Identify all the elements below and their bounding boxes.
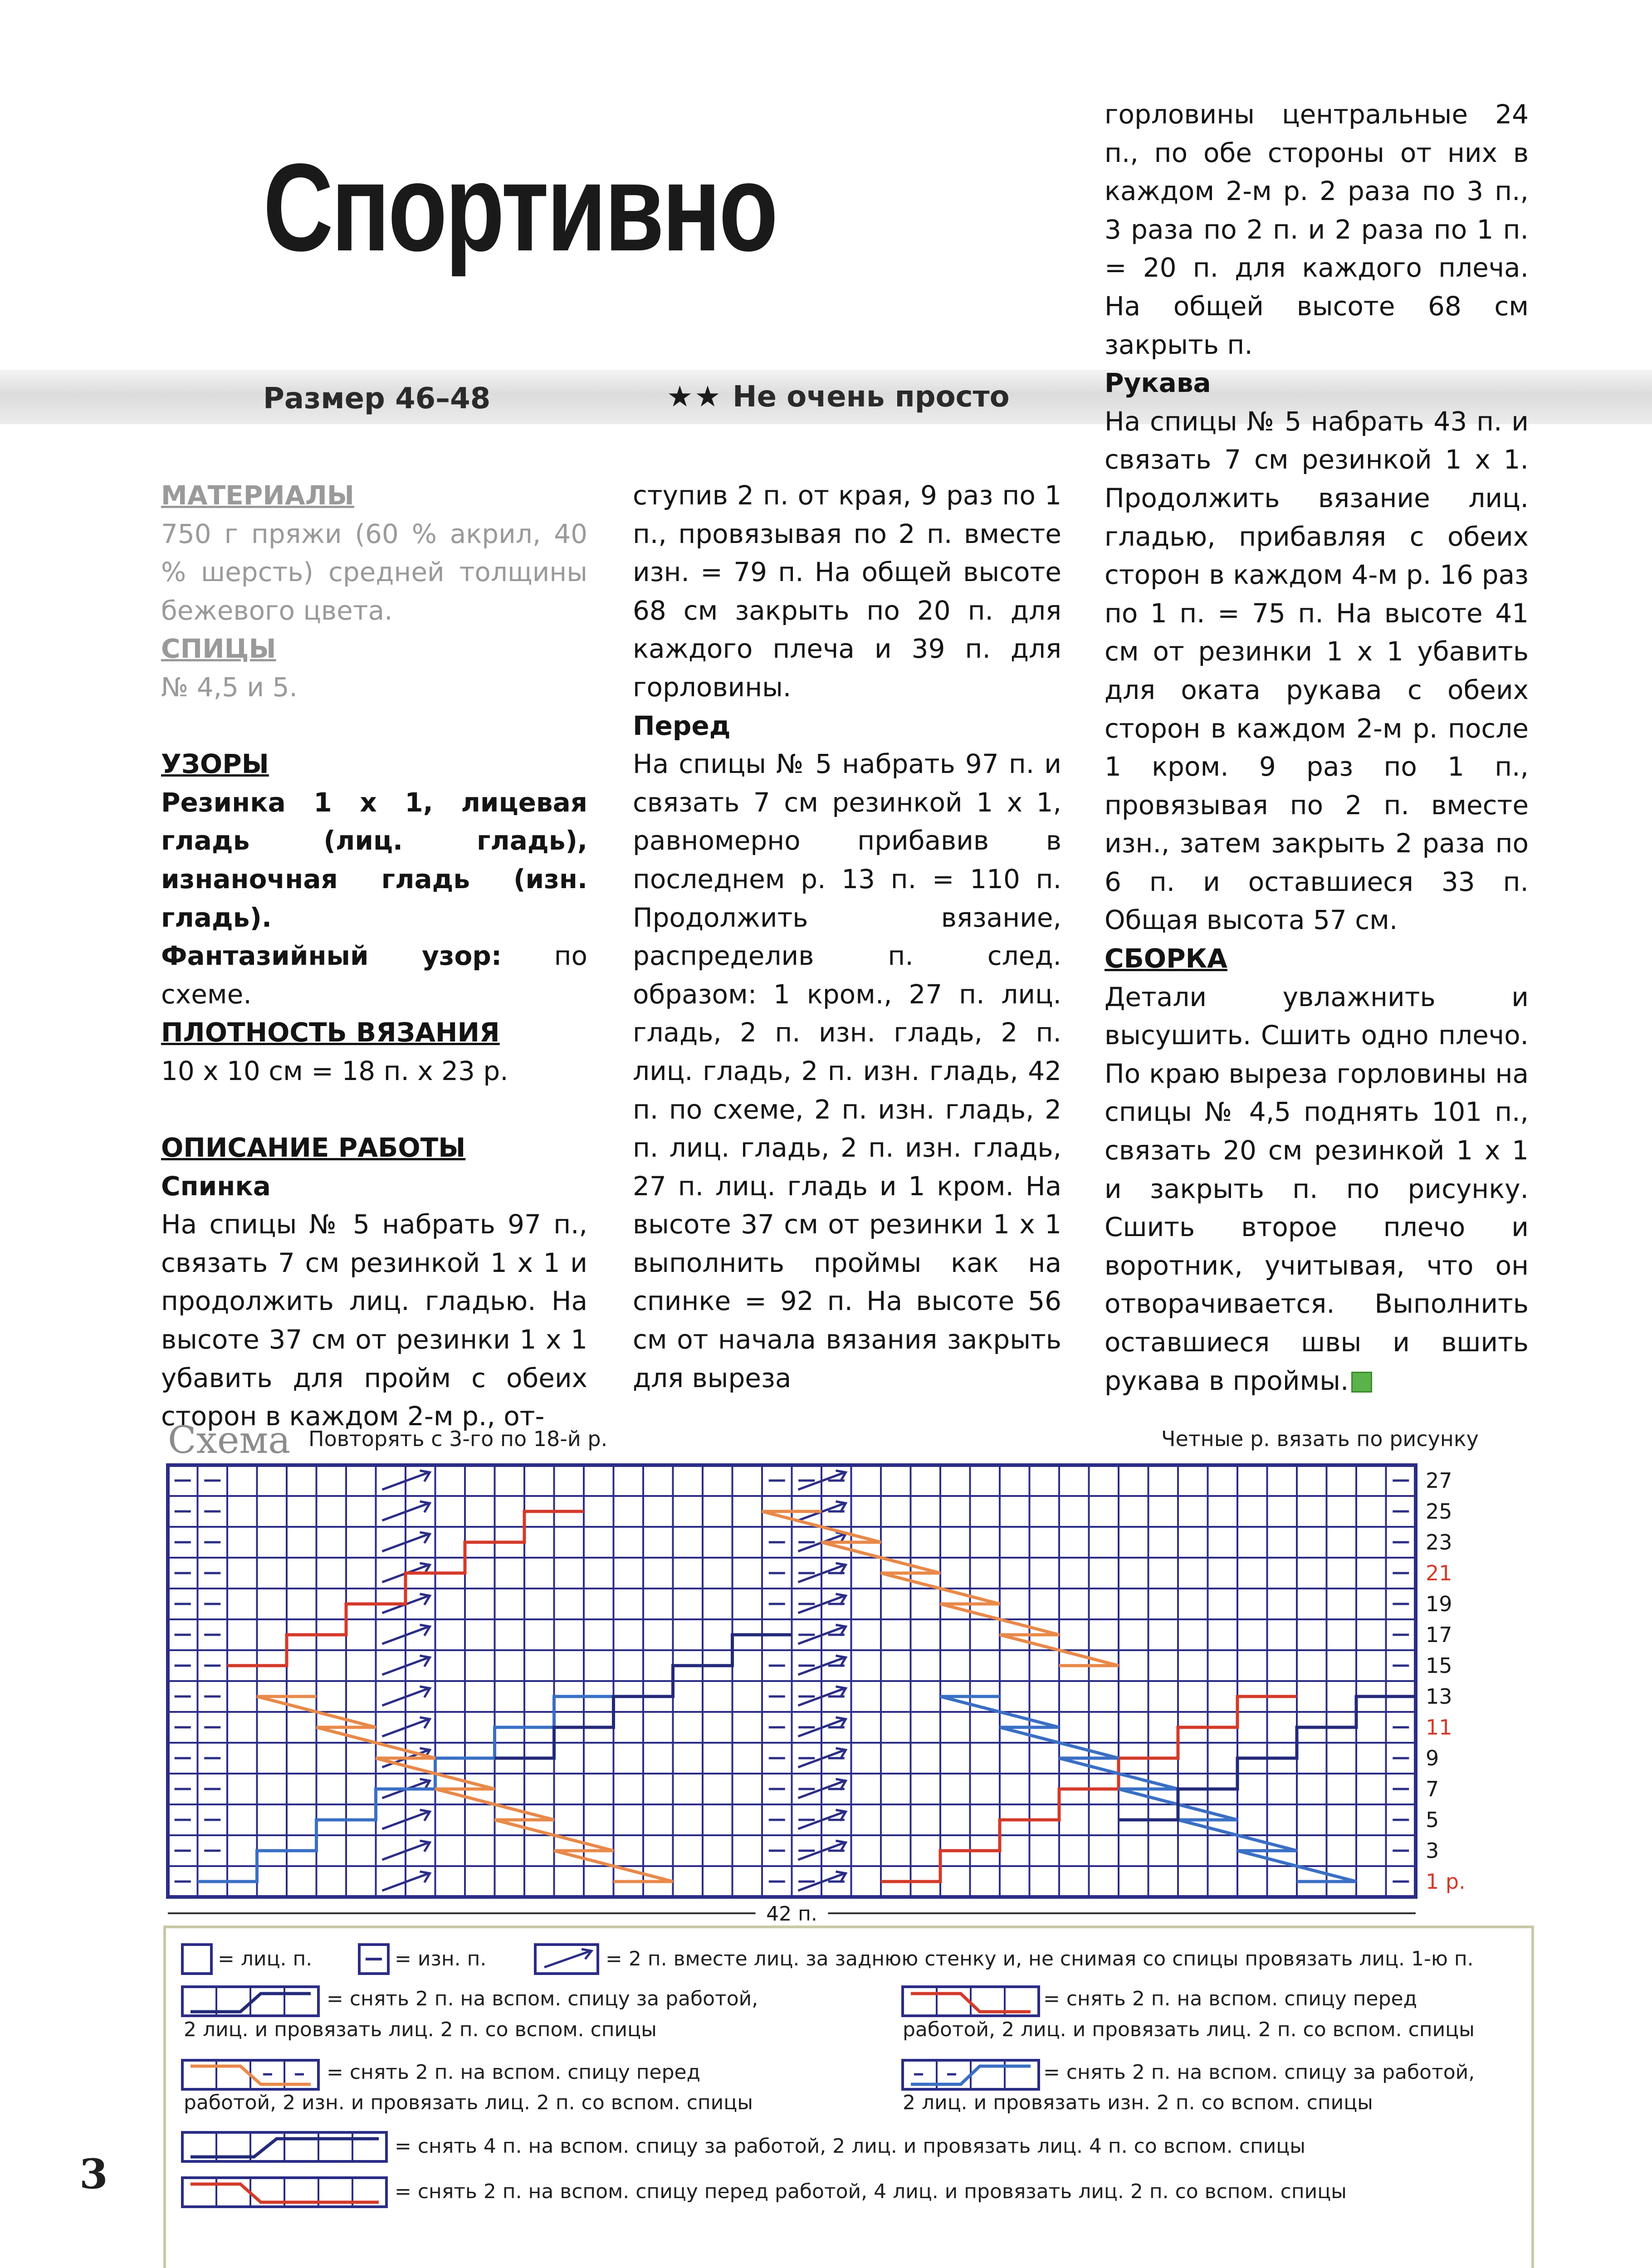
cable-4-back-icon	[182, 2132, 386, 2161]
width-label: 42 п.	[766, 1902, 817, 1923]
legend-cable-orange-1: = снять 2 п. на вспом. спицу перед	[327, 2061, 701, 2084]
legend-cable-blue-2: 2 лиц. и провязать изн. 2 п. со вспом. спицы	[903, 2091, 1373, 2114]
knit-symbol-icon	[182, 1945, 211, 1974]
difficulty-label: Не очень просто	[733, 380, 1010, 414]
legend-cable-2-4: = снять 2 п. на вспом. спицу перед работой, 4 лиц. и провязать лиц. 2 п. со вспом. спицы	[395, 2180, 1347, 2203]
end-mark-icon	[1351, 1372, 1372, 1393]
back-heading: Спинка	[161, 1170, 271, 1202]
legend-cable-4: = снять 4 п. на вспом. спицу за работой, 2 лиц. и провязать лиц. 4 п. со вспом. спицы	[395, 2135, 1305, 2158]
difficulty	[667, 380, 1010, 414]
row-label: 21	[1426, 1561, 1452, 1585]
front-heading: Перед	[633, 710, 731, 741]
back-text-cont: ступив 2 п. от края, 9 раз по 1 п., провязывая по 2 п. вместе изн. = 79 п. На общей высоте 68 см закрыть по 20 п. для каждого плеча и 39 п. для горловины.	[633, 480, 1061, 703]
needles-text: № 4,5 и 5.	[161, 671, 298, 703]
legend-cable-blue-1: = снять 2 п. на вспом. спицу за работой,	[1043, 2061, 1475, 2084]
legend-purl: = изн. п.	[395, 1947, 487, 1970]
materials-heading: МАТЕРИАЛЫ	[161, 480, 354, 511]
cable-front-purl-orange-icon	[182, 2060, 318, 2089]
front-text: На спицы № 5 набрать 97 п. и связать 7 см резинкой 1 х 1, равномерно прибавив в последнем р. 13 п. = 110 п. Продолжить вязание, распределив п. след. образом: 1 кром., 27 п. лиц. гладь, 2 п. изн. гладь, 2 п. лиц. гладь, 2 п. изн. гладь, 42 п. по схеме, 2 п. изн. гладь, 2 п. лиц. гладь, 2 п. изн. гладь, 27 п. лиц. гладь и 1 кром. На высоте 37 см от резинки 1 х 1 выполнить проймы как на спинке = 92 п. На высоте 56 см от начала вязания закрыть для выреза	[633, 748, 1061, 1393]
legend-cable-orange-2: работой, 2 изн. и провязать лиц. 2 п. со вспом. спицы	[184, 2091, 753, 2114]
article-title: Спортивно	[263, 138, 776, 277]
cable-back-purl-blue-icon	[903, 2060, 1039, 2089]
legend-cable-red-2: работой, 2 лиц. и провязать лиц. 2 п. со вспом. спицы	[903, 2018, 1475, 2041]
legend-cable-red-1: = снять 2 п. на вспом. спицу перед	[1043, 1987, 1417, 2010]
row-label: 5	[1426, 1808, 1439, 1832]
work-heading: ОПИСАНИЕ РАБОТЫ	[161, 1132, 466, 1163]
column-3	[1105, 95, 1529, 1400]
row-label: 7	[1426, 1777, 1439, 1801]
density-text: 10 х 10 см = 18 п. х 23 р.	[161, 1055, 508, 1086]
fantasy-pattern: Фантазийный узор: по схеме.	[161, 940, 588, 1010]
sleeves-heading: Рукава	[1105, 367, 1211, 399]
column-2	[633, 476, 1061, 1397]
legend-cable-navy-1: = снять 2 п. на вспом. спицу за работой,	[327, 1987, 758, 2010]
assembly-text: Детали увлажнить и высушить. Сшить одно плечо. По краю выреза горловины на спицы № 4,5 поднять 101 п., связать 20 см резинкой 1 х 1 и закрыть п. по рисунку. Сшить второе плечо и воротник, учитывая, что он отворачивается. Выполнить оставшиеся швы и вшить рукава в проймы.	[1105, 981, 1529, 1396]
patterns-heading: УЗОРЫ	[161, 748, 269, 780]
row-label: 3	[1426, 1838, 1439, 1863]
cable-back-knit-icon	[182, 1987, 318, 2016]
front-text-cont: горловины центральные 24 п., по обе стороны от них в каждом 2-м р. 2 раза по 3 п., 3 раза по 2 п. и 2 раза по 1 п. = 20 п. для каждого плеча. На общей высоте 68 см закрыть п.	[1105, 99, 1529, 360]
row-label: 23	[1426, 1530, 1452, 1554]
row-label: 9	[1426, 1746, 1439, 1770]
repeat-note: Повторять с 3-го по 18-й р.	[308, 1427, 608, 1451]
materials-text: 750 г пряжи (60 % акрил, 40 % шерсть) средней толщины бежевого цвета.	[161, 518, 587, 626]
row-label: 11	[1426, 1715, 1452, 1740]
k2tog-symbol-icon	[535, 1945, 598, 1974]
cable-2-front-4-icon	[182, 2178, 386, 2207]
size-label: Размер 46–48	[263, 382, 491, 415]
scheme-title: Схема	[168, 1419, 291, 1462]
row-label: 1 р.	[1426, 1869, 1466, 1894]
row-label: 27	[1426, 1468, 1452, 1493]
legend-k2tog: = 2 п. вместе лиц. за заднюю стенку и, не снимая со спицы провязать лиц. 1-ю п.	[606, 1947, 1474, 1970]
assembly-heading: СБОРКА	[1105, 943, 1227, 974]
row-label: 15	[1426, 1653, 1452, 1678]
cable-front-knit-red-icon	[903, 1987, 1039, 2016]
row-label: 17	[1426, 1623, 1452, 1647]
even-rows-note: Четные р. вязать по рисунку	[1161, 1427, 1479, 1451]
page-number: 3	[79, 2150, 108, 2198]
row-label: 13	[1426, 1684, 1452, 1709]
row-label: 25	[1426, 1499, 1452, 1524]
legend-cable-navy-2: 2 лиц. и провязать лиц. 2 п. со вспом. спицы	[184, 2018, 657, 2041]
legend-knit: = лиц. п.	[218, 1947, 313, 1970]
needles-heading: СПИЦЫ	[161, 633, 276, 665]
patterns-text: Резинка 1 х 1, лицевая гладь (лиц. гладь), изнаночная гладь (изн. гладь).	[161, 787, 587, 933]
star-icon: ★★	[667, 380, 723, 414]
column-1	[161, 476, 587, 1436]
knitting-chart	[154, 1452, 1533, 1923]
back-text: На спицы № 5 набрать 97 п., связать 7 см резинкой 1 х 1 и продолжить лиц. гладью. На высоте 37 см от резинки 1 х 1 убавить для пройм с обеих сторон в каждом 2-м р., от-	[161, 1209, 587, 1432]
density-heading: ПЛОТНОСТЬ ВЯЗАНИЯ	[161, 1017, 500, 1048]
row-label: 19	[1426, 1592, 1452, 1616]
sleeves-text: На спицы № 5 набрать 43 п. и связать 7 см резинкой 1 х 1. Продолжить вязание лиц. гладью, прибавляя с обеих сторон в каждом 4-м р. 16 раз по 1 п. = 75 п. На высоте 41 см от резинки 1 х 1 убавить для оката рукава с обеих сторон в каждом 2-м р. после 1 кром. 9 раз по 1 п., провязывая по 2 п. вместе изн., затем закрыть 2 раза по 6 п. и оставшиеся 33 п. Общая высота 57 см.	[1105, 406, 1529, 936]
